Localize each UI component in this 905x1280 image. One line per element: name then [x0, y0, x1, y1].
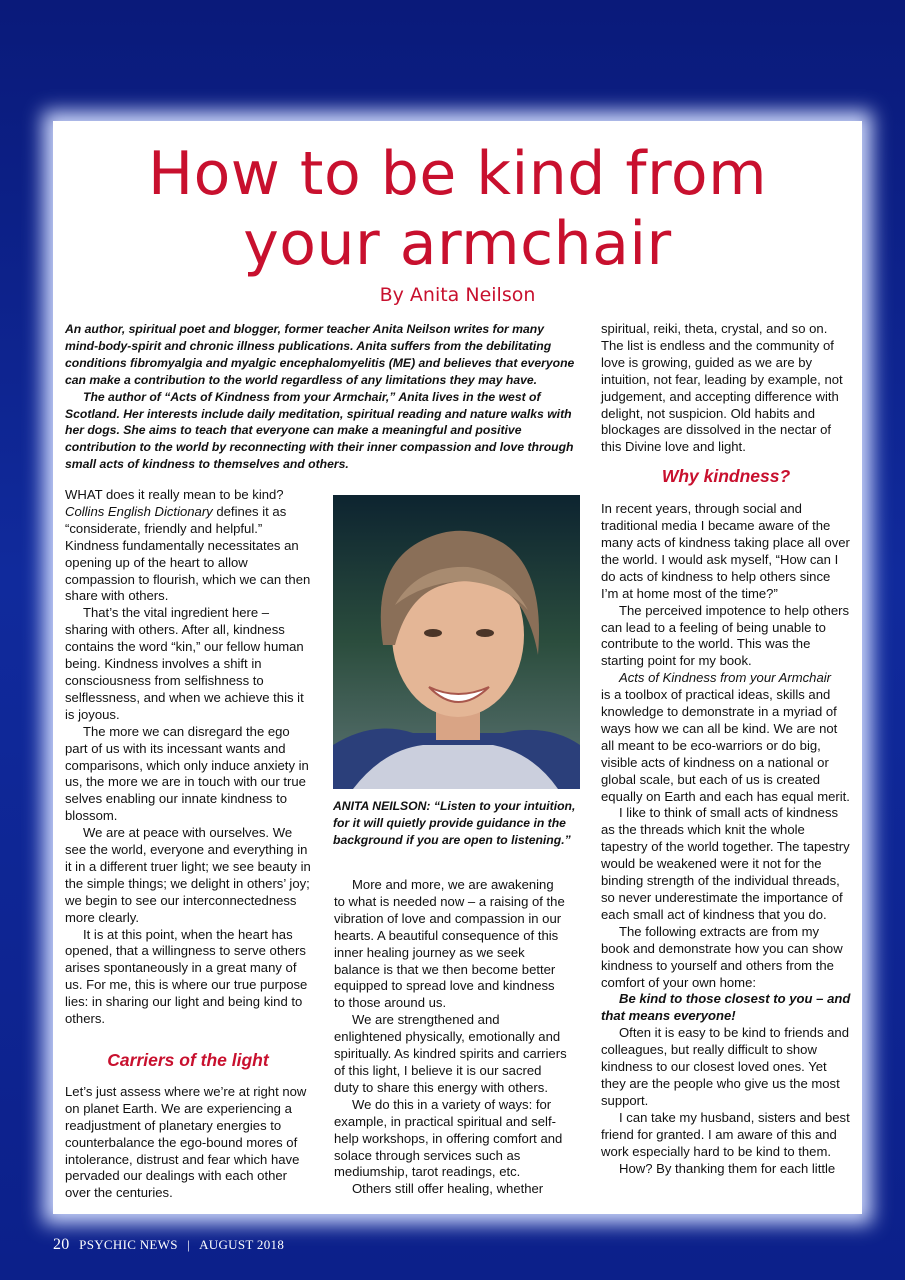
body-paragraph: More and more, we are awakening to what is needed now – a raising of the vibration of love and compassion in our hearts. A beautiful consequence of this inner healing journey as we seek balance is that we then become better equipped to spread love and kindness to those around us.: [334, 877, 565, 1011]
body-paragraph: spiritual, reiki, theta, crystal, and so on. The list is endless and the community of love is growing, guided as we are by intuition, not fear, leading by example, not judgement, and accepting difference with delight, not suspicion. Old habits and blockages are dissolved in the nectar of this Divine love and light.: [601, 321, 843, 455]
body-paragraph: We are at peace with ourselves. We see the world, everyone and everything in it in a different truer light; we see beauty in the simple things; we delight in others’ joy; we begin to see our interconnectedness more clearly.: [65, 825, 311, 925]
column-3: [601, 321, 851, 1177]
title-line-1: How to be kind from: [147, 139, 768, 209]
title-line-2: your armchair: [243, 209, 672, 279]
page-footer: [53, 1236, 284, 1254]
page-number: 20: [53, 1236, 70, 1253]
body-paragraph: Acts of Kindness from your Armchair is a toolbox of practical ideas, skills and knowledge to demonstrate in a myriad of ways how we can all be kind. We are not all meant to be eco-warriors or do big, visible acts of kindness on a national or global scale, but each of us is created equally on Earth and each has equal merit.: [601, 670, 850, 804]
body-paragraph: The perceived impotence to help others can lead to a feeling of being unable to contribute to the world. This was the starting point for my book.: [601, 602, 850, 669]
author-photo: [333, 495, 580, 789]
body-paragraph: The following extracts are from my book and demonstrate how you can show kindness to yourself and others from the comfort of your own home:: [601, 923, 843, 990]
body-paragraph: Let’s just assess where we’re at right now on planet Earth. We are experiencing a readjustment of planetary energies to counterbalance the ego-bound mores of intolerance, distrust and fear which have pervaded our dealings with each other over the centuries.: [65, 1083, 307, 1201]
subheading-carriers: Carriers of the light: [107, 1050, 269, 1070]
intro-paragraph: The author of “Acts of Kindness from your Armchair,” Anita lives in the west of Scotland. Her interests include daily meditation, spiritual reading and nature walks with her dogs. She aims to teach that everyone can make a meaningful and positive contribution to the world by reconnecting with their inner compassion and love through small acts of kindness to themselves and others.: [65, 389, 574, 472]
article-title: [53, 139, 862, 279]
body-paragraph: That’s the vital ingredient here – sharing with others. After all, kindness contains the word “kin,” our fellow human being. Kindness involves a shift in consciousness from selfishness to selflessness, and when we achieve this it is joyous.: [65, 605, 304, 722]
body-paragraph: We do this in a variety of ways: for example, in practical spiritual and self-help workshops, in offering comfort and solace through services such as mediumship, tarot readings, etc.: [334, 1096, 563, 1180]
body-paragraph: We are strengthened and enlightened physically, emotionally and spiritually. As kindred spirits and carriers of this light, I believe it is our sacred duty to share this energy with others.: [334, 1012, 567, 1095]
author-portrait-illustration: [333, 495, 580, 789]
bold-subheading: Be kind to those closest to you – and that means everyone!: [601, 991, 851, 1024]
column-1: [65, 487, 311, 1202]
body-paragraph: Often it is easy to be kind to friends and colleagues, but really difficult to show kindness to our closest loved ones. Yet they are the people who give us the most support.: [601, 1025, 849, 1108]
issue-date: AUGUST 2018: [199, 1237, 285, 1252]
footer-separator: |: [187, 1237, 191, 1252]
intro-standfirst: [65, 321, 578, 473]
photo-caption: ANITA NEILSON: “Listen to your intuition, for it will quietly provide guidance in the background if you are open to listening.”: [333, 799, 576, 847]
body-paragraph: The more we can disregard the ego part of us with its incessant wants and comparisons, which only induce anxiety in us, the more we are in touch with our true selves enabling our innate kindness to blossom.: [65, 723, 309, 824]
column-2: [334, 877, 567, 1198]
body-paragraph: It is at this point, when the heart has opened, that a willingness to serve others arises spontaneously in a great many of us. For me, this is where our true purpose lies: in sharing our light and being kind to others.: [65, 926, 308, 1027]
body-paragraph: WHAT does it really mean to be kind? Collins English Dictionary defines it as “considerate, friendly and helpful.” Kindness fundamentally necessitates an opening up of the heart to allow compassion to flourish, which we can then share with others.: [65, 487, 311, 604]
body-paragraph: I like to think of small acts of kindness as the threads which knit the whole tapestry of the world together. The tapestry would be weakened were it not for the binding strength of the individual threads, so never underestimate the importance of each small act of kindness that you do.: [601, 805, 850, 922]
body-paragraph: How? By thanking them for each little: [619, 1160, 836, 1176]
body-paragraph: Others still offer healing, whether: [352, 1181, 544, 1197]
body-paragraph: In recent years, through social and traditional media I became aware of the many acts of kindness taking place all over the world. I would ask myself, “How can I do acts of kindness to help others since I’m at home most of the time?”: [601, 501, 850, 601]
publication-name: PSYCHIC NEWS: [79, 1237, 178, 1252]
intro-paragraph: An author, spiritual poet and blogger, former teacher Anita Neilson writes for many mind-body-spirit and chronic illness publications. Anita suffers from the debilitating conditions fibromyalgia and myalgic encephalomyelitis (ME) and believes that everyone can make a contribution to the world regardless of any limitations they may have.: [65, 322, 575, 387]
body-paragraph: I can take my husband, sisters and best friend for granted. I am aware of this and work especially hard to be kind to them.: [601, 1109, 850, 1159]
article-page: [53, 121, 862, 1214]
subheading-why-kindness: Why kindness?: [661, 466, 791, 487]
byline: By Anita Neilson: [379, 284, 536, 306]
